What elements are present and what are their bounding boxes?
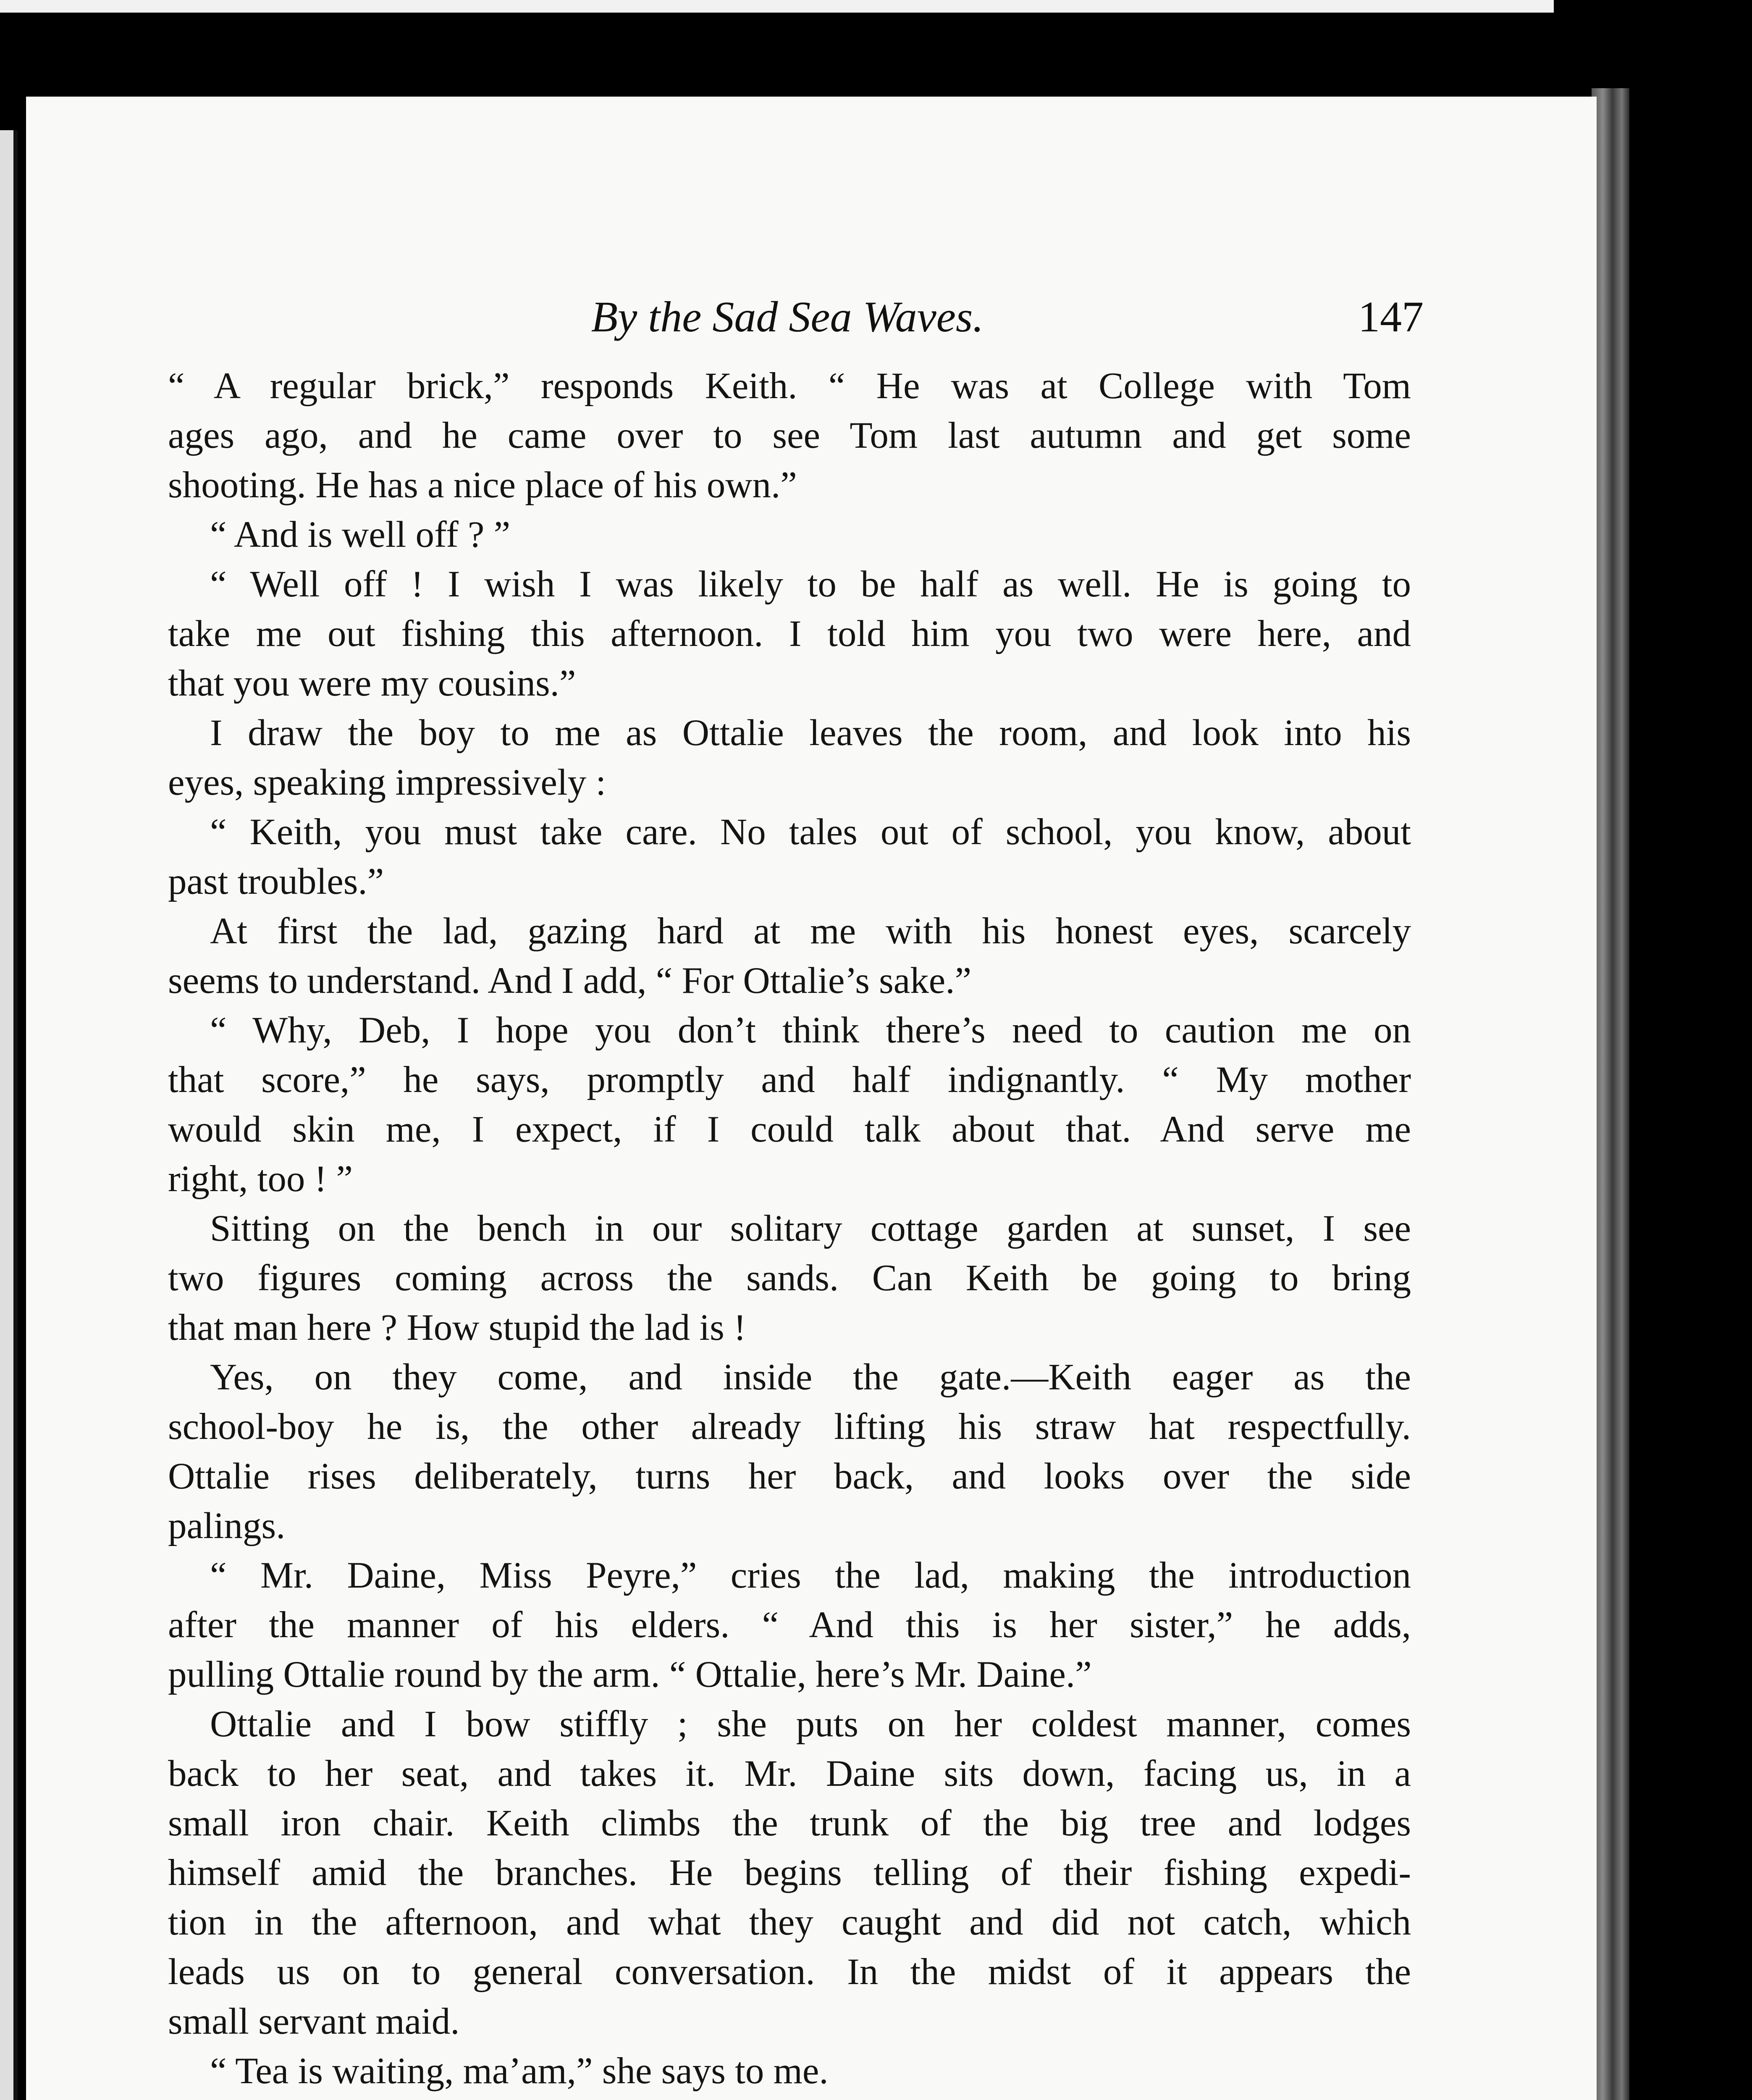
page-number: 147 (1358, 293, 1424, 341)
text-line: “ Why, Deb, I hope you don’t think there’s need to caution me on (210, 1010, 1411, 1051)
text-line: small iron chair. Keith climbs the trunk of the big tree and lodges (168, 1803, 1411, 1844)
text-line: “ Tea is waiting, ma’am,” she says to me. (210, 2050, 829, 2092)
text-line: palings. (168, 1505, 286, 1546)
text-line: leads us on to general conversation. In the midst of it appears the (168, 1951, 1411, 1992)
text-line: take me out fishing this afternoon. I told him you two were here, and (168, 613, 1411, 654)
text-line: that score,” he says, promptly and half indignantly. “ My mother (168, 1059, 1411, 1100)
left-page-spine (0, 130, 18, 2100)
page-stack-edge (1592, 88, 1629, 2100)
text-line: ages ago, and he came over to see Tom last autumn and get some (168, 415, 1411, 456)
text-line: pulling Ottalie round by the arm. “ Ottalie, here’s Mr. Daine.” (168, 1654, 1092, 1695)
text-line: past troubles.” (168, 861, 384, 902)
text-line: that you were my cousins.” (168, 663, 576, 704)
text-line: tion in the afternoon, and what they caught and did not catch, which (168, 1902, 1411, 1943)
text-line: “ And is well off ? ” (210, 514, 511, 555)
text-line: shooting. He has a nice place of his own.” (168, 465, 797, 506)
text-line: two figures coming across the sands. Can Keith be going to bring (168, 1257, 1411, 1299)
text-line: At first the lad, gazing hard at me with his honest eyes, scarcely (210, 911, 1411, 952)
text-line: “ Mr. Daine, Miss Peyre,” cries the lad, making the introduction (210, 1555, 1411, 1596)
text-line: small servant maid. (168, 2001, 460, 2042)
text-line: “ Well off ! I wish I was likely to be half as well. He is going to (210, 564, 1411, 605)
text-line: seems to understand. And I add, “ For Ottalie’s sake.” (168, 960, 972, 1001)
text-line: eyes, speaking impressively : (168, 762, 606, 803)
text-line: Ottalie and I bow stiffly ; she puts on her coldest manner, comes (210, 1704, 1411, 1745)
text-line: would skin me, I expect, if I could talk about that. And serve me (168, 1109, 1411, 1150)
text-line: school-boy he is, the other already lifting his straw hat respectfully. (168, 1406, 1411, 1447)
text-line: right, too ! ” (168, 1158, 353, 1200)
text-line: after the manner of his elders. “ And this is her sister,” he adds, (168, 1604, 1411, 1646)
text-line (168, 2096, 1411, 2100)
text-line: “ A regular brick,” responds Keith. “ He was at College with Tom (168, 365, 1411, 407)
text-line: himself amid the branches. He begins telling of their fishing expedi- (168, 1852, 1411, 1893)
running-head: By the Sad Sea Waves. (591, 293, 984, 341)
text-line: back to her seat, and takes it. Mr. Daine sits down, facing us, in a (168, 1753, 1411, 1794)
text-line: that man here ? How stupid the lad is ! (168, 1307, 746, 1348)
text-line: Ottalie rises deliberately, turns her back, and looks over the side (168, 1456, 1411, 1497)
text-line: Yes, on they come, and inside the gate.—Keith eager as the (210, 1357, 1411, 1398)
text-line: Sitting on the bench in our solitary cottage garden at sunset, I see (210, 1208, 1411, 1249)
text-line: I draw the boy to me as Ottalie leaves the room, and look into his (210, 712, 1411, 753)
previous-page-edge (0, 0, 1554, 13)
text-line: “ Keith, you must take care. No tales out of school, you know, about (210, 811, 1411, 853)
